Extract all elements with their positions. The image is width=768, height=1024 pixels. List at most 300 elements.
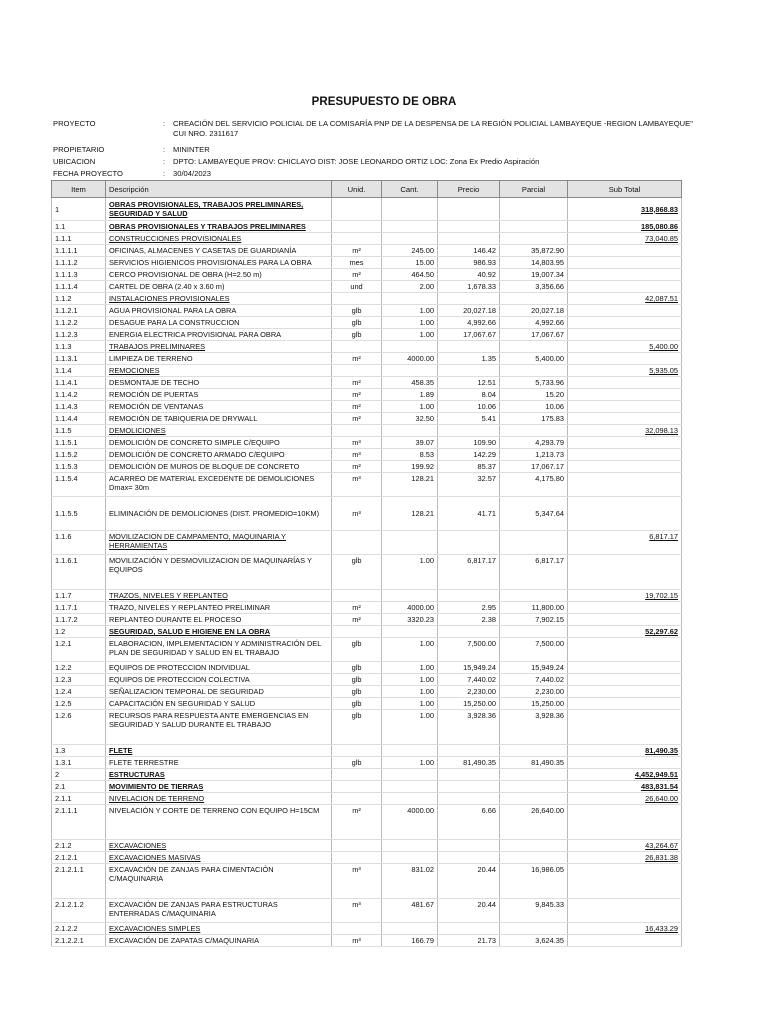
quantity-cell [382,781,438,793]
partial-cell: 175.83 [500,413,568,425]
meta-colon: : [163,119,166,128]
meta-label: PROYECTO [53,119,96,128]
description-cell: SERVICIOS HIGIENICOS PROVISIONALES PARA LA OBRA [106,257,332,269]
item-cell: 1.1 [52,221,106,233]
description-cell: EXCAVACIONES [106,840,332,852]
price-cell [438,793,500,805]
price-cell: 5.41 [438,413,500,425]
partial-cell: 17,067.17 [500,461,568,473]
quantity-cell: 1.00 [382,555,438,590]
price-cell: 2.38 [438,614,500,626]
price-cell: 20.44 [438,864,500,899]
unit-cell: m² [332,245,382,257]
unit-cell: glb [332,686,382,698]
table-row [52,686,682,698]
item-cell: 1.1.1.2 [52,257,106,269]
unit-cell: glb [332,555,382,590]
table-row [52,497,682,531]
quantity-cell: 8.53 [382,449,438,461]
unit-cell: mes [332,257,382,269]
description-cell: CONSTRUCCIONES PROVISIONALES [106,233,332,245]
unit-cell: m² [332,377,382,389]
table-row [52,257,682,269]
unit-cell [332,198,382,221]
unit-cell: m³ [332,899,382,923]
description-cell: REMOCIÓN DE PUERTAS [106,389,332,401]
description-cell: DEMOLICIÓN DE CONCRETO SIMPLE C/EQUIPO [106,437,332,449]
meta-value: MININTER [173,145,210,154]
description-cell: REMOCIÓN DE VENTANAS [106,401,332,413]
meta-label: PROPIETARIO [53,145,105,154]
subtotal-cell [568,614,682,626]
partial-cell: 20,027.18 [500,305,568,317]
partial-cell [500,590,568,602]
subtotal-cell [568,281,682,293]
subtotal-cell: 32,098.13 [568,425,682,437]
quantity-cell [382,923,438,935]
description-cell: DEMOLICIÓN DE MUROS DE BLOQUE DE CONCRETO [106,461,332,473]
description-cell: EXCAVACIONES MASIVAS [106,852,332,864]
price-cell: 2,230.00 [438,686,500,698]
quantity-cell: 245.00 [382,245,438,257]
subtotal-cell: 5,400.00 [568,341,682,353]
description-cell: ELIMINACIÓN DE DEMOLICIONES (DIST. PROMEDIO=10KM) [106,497,332,531]
item-cell: 1.1.4.1 [52,377,106,389]
price-cell [438,425,500,437]
table-row [52,793,682,805]
partial-cell: 1,213.73 [500,449,568,461]
quantity-cell: 166.79 [382,935,438,947]
price-cell: 41.71 [438,497,500,531]
description-cell: REPLANTEO DURANTE EL PROCESO [106,614,332,626]
unit-cell: glb [332,317,382,329]
quantity-cell: 1.00 [382,698,438,710]
price-cell: 8.04 [438,389,500,401]
partial-cell: 6,817.17 [500,555,568,590]
subtotal-cell: 42,087.51 [568,293,682,305]
quantity-cell [382,793,438,805]
unit-cell: m² [332,269,382,281]
description-cell: REMOCIÓN DE TABIQUERIA DE DRYWALL [106,413,332,425]
unit-cell: glb [332,305,382,317]
item-cell: 1.2.3 [52,674,106,686]
subtotal-cell: 19,702.15 [568,590,682,602]
description-cell: CAPACITACIÓN EN SEGURIDAD Y SALUD [106,698,332,710]
subtotal-cell: 26,831.38 [568,852,682,864]
description-cell: EQUIPOS DE PROTECCION COLECTIVA [106,674,332,686]
price-cell: 12.51 [438,377,500,389]
item-cell: 2.1.1 [52,793,106,805]
partial-cell: 4,293.79 [500,437,568,449]
item-cell: 1.1.6.1 [52,555,106,590]
quantity-cell: 481.67 [382,899,438,923]
unit-cell: m² [332,805,382,840]
table-row [52,365,682,377]
description-cell: RECURSOS PARA RESPUESTA ANTE EMERGENCIAS EN SEGURIDAD Y SALUD DURANTE EL TRABAJO [106,710,332,745]
price-cell [438,769,500,781]
table-row [52,531,682,555]
price-cell [438,923,500,935]
price-cell [438,293,500,305]
description-cell: FLETE TERRESTRE [106,757,332,769]
quantity-cell: 831.02 [382,864,438,899]
description-cell: EXCAVACIONES SIMPLES [106,923,332,935]
table-row [52,935,682,947]
subtotal-cell [568,461,682,473]
partial-cell: 14,803.95 [500,257,568,269]
table-row [52,781,682,793]
quantity-cell: 2.00 [382,281,438,293]
item-cell: 1.1.4 [52,365,106,377]
subtotal-cell: 185,080.86 [568,221,682,233]
subtotal-cell [568,413,682,425]
item-cell: 1.2.6 [52,710,106,745]
unit-cell [332,923,382,935]
item-cell: 1.1.1.4 [52,281,106,293]
meta-value: DPTO: LAMBAYEQUE PROV: CHICLAYO DIST: JOSE LEONARDO ORTIZ LOC: Zona Ex Predio Aspiración [173,157,540,166]
price-cell: 109.90 [438,437,500,449]
item-cell: 1.1.6 [52,531,106,555]
quantity-cell: 1.00 [382,710,438,745]
item-cell: 1.1.5.2 [52,449,106,461]
quantity-cell: 1.00 [382,401,438,413]
item-cell: 1.3.1 [52,757,106,769]
unit-cell: glb [332,710,382,745]
table-row [52,710,682,745]
quantity-cell: 1.00 [382,305,438,317]
quantity-cell [382,626,438,638]
partial-cell: 4,992.66 [500,317,568,329]
partial-cell: 19,007.34 [500,269,568,281]
unit-cell: m² [332,389,382,401]
item-cell: 1.1.3 [52,341,106,353]
quantity-cell [382,221,438,233]
partial-cell [500,923,568,935]
description-cell: NIVELACION DE TERRENO [106,793,332,805]
unit-cell [332,293,382,305]
item-cell: 2.1.2.2.1 [52,935,106,947]
unit-cell: glb [332,638,382,662]
description-cell: NIVELACIÓN Y CORTE DE TERRENO CON EQUIPO H=15CM [106,805,332,840]
subtotal-cell: 16,433.29 [568,923,682,935]
partial-cell: 17,067.67 [500,329,568,341]
subtotal-cell: 318,868.83 [568,198,682,221]
quantity-cell [382,769,438,781]
unit-cell: und [332,281,382,293]
unit-cell [332,840,382,852]
partial-cell: 9,845.33 [500,899,568,923]
partial-cell: 81,490.35 [500,757,568,769]
partial-cell: 2,230.00 [500,686,568,698]
table-row [52,317,682,329]
description-cell: FLETE [106,745,332,757]
table-row [52,245,682,257]
quantity-cell: 1.00 [382,686,438,698]
description-cell: INSTALACIONES PROVISIONALES [106,293,332,305]
item-cell: 1 [52,198,106,221]
subtotal-cell [568,805,682,840]
item-cell: 1.1.2.1 [52,305,106,317]
table-row [52,864,682,899]
col-item: Item [52,181,106,198]
subtotal-cell: 52,297.62 [568,626,682,638]
table-row [52,269,682,281]
table-row [52,614,682,626]
quantity-cell [382,198,438,221]
price-cell: 1,678.33 [438,281,500,293]
meta-colon: : [163,157,166,166]
price-cell [438,233,500,245]
subtotal-cell: 5,935.05 [568,365,682,377]
subtotal-cell: 81,490.35 [568,745,682,757]
meta-label: FECHA PROYECTO [53,169,123,178]
description-cell: EXCAVACIÓN DE ZANJAS PARA ESTRUCTURAS ENTERRADAS C/MAQUINARIA [106,899,332,923]
price-cell [438,221,500,233]
price-cell: 3,928.36 [438,710,500,745]
price-cell: 85.37 [438,461,500,473]
table-row [52,437,682,449]
quantity-cell: 1.00 [382,662,438,674]
quantity-cell: 32.50 [382,413,438,425]
table-row [52,329,682,341]
table-row [52,461,682,473]
unit-cell: m² [332,353,382,365]
unit-cell: glb [332,329,382,341]
table-row [52,852,682,864]
quantity-cell [382,852,438,864]
quantity-cell: 1.89 [382,389,438,401]
partial-cell: 3,356.66 [500,281,568,293]
price-cell [438,852,500,864]
unit-cell: m² [332,602,382,614]
partial-cell: 35,872.90 [500,245,568,257]
item-cell: 1.3 [52,745,106,757]
description-cell: CARTEL DE OBRA (2.40 x 3.60 m) [106,281,332,293]
price-cell: 21.73 [438,935,500,947]
table-row [52,745,682,757]
partial-cell: 7,440.02 [500,674,568,686]
price-cell: 4,992.66 [438,317,500,329]
description-cell: OFICINAS, ALMACENES Y CASETAS DE GUARDIANÍA [106,245,332,257]
price-cell [438,198,500,221]
item-cell: 1.1.2 [52,293,106,305]
subtotal-cell [568,269,682,281]
item-cell: 1.1.2.2 [52,317,106,329]
price-cell [438,531,500,555]
unit-cell [332,365,382,377]
unit-cell: m² [332,413,382,425]
quantity-cell: 199.92 [382,461,438,473]
quantity-cell: 128.21 [382,497,438,531]
description-cell: DEMOLICIÓN DE CONCRETO ARMADO C/EQUIPO [106,449,332,461]
table-row [52,449,682,461]
price-cell: 2.95 [438,602,500,614]
description-cell: EQUIPOS DE PROTECCION INDIVIDUAL [106,662,332,674]
partial-cell [500,745,568,757]
subtotal-cell [568,257,682,269]
subtotal-cell [568,757,682,769]
item-cell: 1.1.1.1 [52,245,106,257]
item-cell: 1.1.7.2 [52,614,106,626]
table-row [52,698,682,710]
subtotal-cell [568,710,682,745]
description-cell: ESTRUCTURAS [106,769,332,781]
partial-cell: 4,175.80 [500,473,568,497]
partial-cell: 5,347.64 [500,497,568,531]
table-body [52,198,682,947]
description-cell: OBRAS PROVISIONALES Y TRABAJOS PRELIMINARES [106,221,332,233]
table-row [52,413,682,425]
partial-cell [500,769,568,781]
subtotal-cell [568,899,682,923]
partial-cell [500,793,568,805]
partial-cell: 7,500.00 [500,638,568,662]
unit-cell: glb [332,698,382,710]
table-row [52,899,682,923]
subtotal-cell [568,437,682,449]
table-row [52,293,682,305]
item-cell: 1.2 [52,626,106,638]
item-cell: 1.1.5 [52,425,106,437]
table-row [52,353,682,365]
price-cell [438,745,500,757]
unit-cell: m² [332,461,382,473]
subtotal-cell [568,389,682,401]
item-cell: 2 [52,769,106,781]
quantity-cell [382,745,438,757]
col-unit: Unid. [332,181,382,198]
subtotal-cell [568,674,682,686]
partial-cell [500,233,568,245]
subtotal-cell: 483,831.54 [568,781,682,793]
item-cell: 2.1.2 [52,840,106,852]
item-cell: 1.1.5.3 [52,461,106,473]
subtotal-cell [568,401,682,413]
quantity-cell: 15.00 [382,257,438,269]
table-row [52,233,682,245]
quantity-cell: 4000.00 [382,353,438,365]
price-cell: 7,440.02 [438,674,500,686]
meta-value: CREACIÓN DEL SERVICIO POLICIAL DE LA COMISARÍA PNP DE LA DESPENSA DE LA REGIÓN POLICIAL LAMBAYEQUE -REGION LAMBAYEQUE" CUI NRO. 2311617 [173,119,693,138]
unit-cell [332,221,382,233]
item-cell: 1.1.1.3 [52,269,106,281]
partial-cell: 5,733.96 [500,377,568,389]
price-cell: 1.35 [438,353,500,365]
price-cell [438,590,500,602]
price-cell: 15,949.24 [438,662,500,674]
price-cell: 17,067.67 [438,329,500,341]
item-cell: 1.2.2 [52,662,106,674]
col-description: Descripción [106,181,332,198]
quantity-cell: 128.21 [382,473,438,497]
item-cell: 1.1.4.2 [52,389,106,401]
table-row [52,757,682,769]
description-cell: ELABORACION, IMPLEMENTACION Y ADMINISTRACIÓN DEL PLAN DE SEGURIDAD Y SALUD EN EL TRABAJO [106,638,332,662]
description-cell: TRABAJOS PRELIMINARES [106,341,332,353]
item-cell: 1.1.7.1 [52,602,106,614]
unit-cell: glb [332,757,382,769]
unit-cell [332,852,382,864]
item-cell: 1.1.2.3 [52,329,106,341]
partial-cell [500,626,568,638]
subtotal-cell [568,353,682,365]
description-cell: TRAZOS, NIVELES Y REPLANTEO [106,590,332,602]
table-row [52,840,682,852]
partial-cell [500,852,568,864]
unit-cell: m³ [332,497,382,531]
quantity-cell [382,531,438,555]
price-cell: 986.93 [438,257,500,269]
table-row [52,602,682,614]
col-subtotal: Sub Total [568,181,682,198]
subtotal-cell [568,377,682,389]
table-row [52,638,682,662]
subtotal-cell [568,662,682,674]
unit-cell: m³ [332,935,382,947]
unit-cell [332,590,382,602]
unit-cell [332,745,382,757]
unit-cell [332,341,382,353]
quantity-cell: 464.50 [382,269,438,281]
partial-cell: 11,800.00 [500,602,568,614]
subtotal-cell: 6,817.17 [568,531,682,555]
partial-cell: 5,400.00 [500,353,568,365]
quantity-cell [382,293,438,305]
table-row [52,305,682,317]
subtotal-cell: 4,452,949.51 [568,769,682,781]
table-row [52,674,682,686]
item-cell: 2.1.2.1.2 [52,899,106,923]
partial-cell [500,531,568,555]
price-cell: 81,490.35 [438,757,500,769]
item-cell: 1.1.7 [52,590,106,602]
table-row [52,923,682,935]
quantity-cell [382,233,438,245]
table-row [52,805,682,840]
subtotal-cell [568,245,682,257]
table-row [52,555,682,590]
unit-cell: m³ [332,437,382,449]
description-cell: DESMONTAJE DE TECHO [106,377,332,389]
description-cell: ACARREO DE MATERIAL EXCEDENTE DE DEMOLICIONES Dmax= 30m [106,473,332,497]
description-cell: MOVILIZACION DE CAMPAMENTO, MAQUINARIA Y HERRAMIENTAS [106,531,332,555]
subtotal-cell [568,473,682,497]
quantity-cell [382,365,438,377]
description-cell: DEMOLICIONES [106,425,332,437]
description-cell: EXCAVACIÓN DE ZAPATAS C/MAQUINARIA [106,935,332,947]
page-title: PRESUPUESTO DE OBRA [311,96,457,108]
price-cell: 146.42 [438,245,500,257]
quantity-cell: 4000.00 [382,602,438,614]
partial-cell: 3,928.36 [500,710,568,745]
quantity-cell: 458.35 [382,377,438,389]
partial-cell: 15,949.24 [500,662,568,674]
description-cell: ENERGIA ELECTRICA PROVISIONAL PARA OBRA [106,329,332,341]
table-row [52,389,682,401]
price-cell: 10.06 [438,401,500,413]
table-row [52,341,682,353]
price-cell [438,840,500,852]
col-price: Precio [438,181,500,198]
col-partial: Parcial [500,181,568,198]
subtotal-cell [568,864,682,899]
quantity-cell: 1.00 [382,757,438,769]
quantity-cell: 39.07 [382,437,438,449]
subtotal-cell [568,602,682,614]
subtotal-cell [568,317,682,329]
description-cell: REMOCIONES [106,365,332,377]
quantity-cell [382,590,438,602]
